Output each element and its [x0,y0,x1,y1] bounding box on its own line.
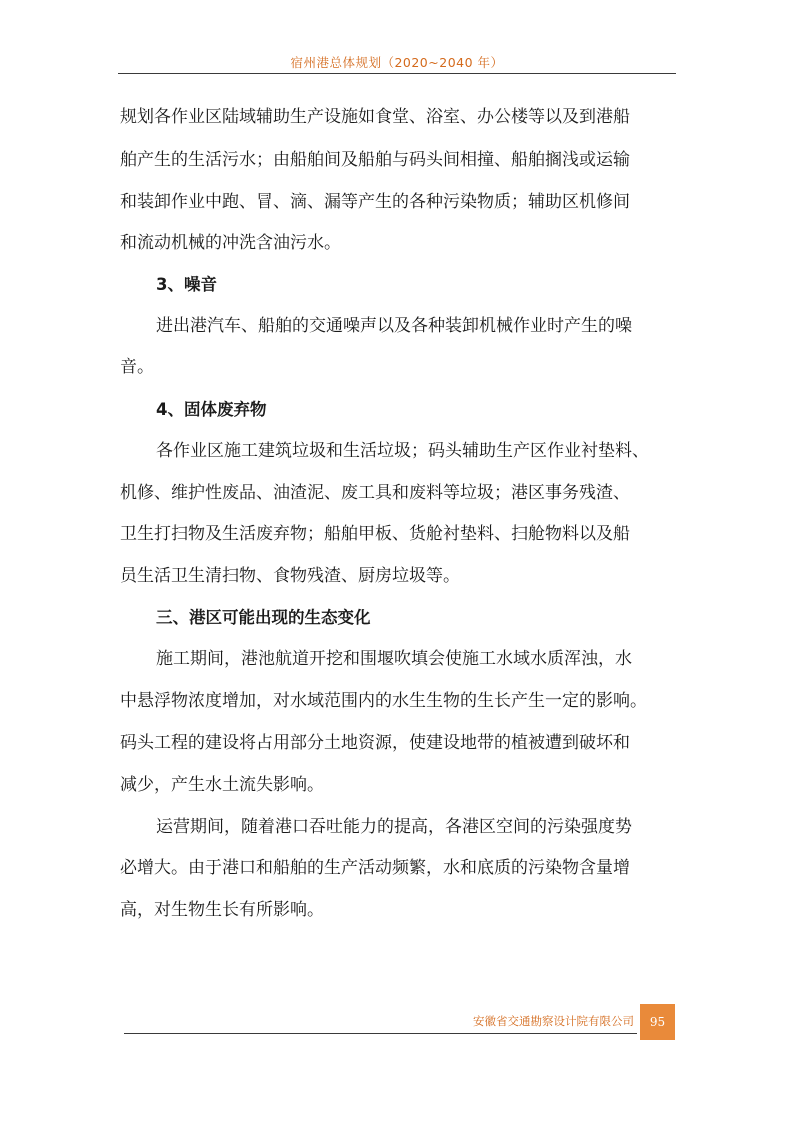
footer-divider [124,1033,637,1034]
paragraph-line: 各作业区施工建筑垃圾和生活垃圾；码头辅助生产区作业衬垫料、 [156,441,649,461]
paragraph-line: 运营期间，随着港口吞吐能力的提高，各港区空间的污染强度势 [156,817,632,837]
paragraph-line: 施工期间，港池航道开挖和围堰吹填会使施工水域水质浑浊，水 [156,649,632,669]
paragraph-line: 必增大。由于港口和船舶的生产活动频繁，水和底质的污染物含量增 [120,858,630,878]
paragraph-line: 规划各作业区陆域辅助生产设施如食堂、浴室、办公楼等以及到港船 [120,107,630,127]
footer-company-name: 安徽省交通勘察设计院有限公司 [473,1014,634,1028]
paragraph-line: 员生活卫生清扫物、食物残渣、厨房垃圾等。 [120,566,460,586]
header-divider [118,73,676,74]
page-number-badge [640,1004,675,1040]
paragraph-line: 中悬浮物浓度增加，对水域范围内的水生生物的生长产生一定的影响。 [120,691,647,711]
section-heading-solid-waste: 4、固体废弃物 [156,400,267,419]
paragraph-line: 进出港汽车、船舶的交通噪声以及各种装卸机械作业时产生的噪 [156,316,632,336]
paragraph-line: 高，对生物生长有所影响。 [120,900,324,920]
page-header-title: 宿州港总体规划（2020~2040 年） [290,55,504,70]
section-heading-noise: 3、噪音 [156,275,217,294]
paragraph-line: 和流动机械的冲洗含油污水。 [120,233,341,253]
paragraph-line: 码头工程的建设将占用部分土地资源，使建设地带的植被遭到破坏和 [120,733,630,753]
paragraph-line: 舶产生的生活污水；由船舶间及船舶与码头间相撞、船舶搁浅或运输 [120,150,630,170]
paragraph-line: 和装卸作业中跑、冒、滴、漏等产生的各种污染物质；辅助区机修间 [120,192,630,212]
paragraph-line: 音。 [120,357,154,377]
page-number: 95 [649,1015,666,1029]
paragraph-line: 卫生打扫物及生活废弃物；船舶甲板、货舱衬垫料、扫舱物料以及船 [120,524,630,544]
paragraph-line: 机修、维护性废品、油渣泥、废工具和废料等垃圾；港区事务残渣、 [120,483,630,503]
section-heading-ecological-change: 三、港区可能出现的生态变化 [156,608,371,627]
paragraph-line: 减少，产生水土流失影响。 [120,775,324,795]
